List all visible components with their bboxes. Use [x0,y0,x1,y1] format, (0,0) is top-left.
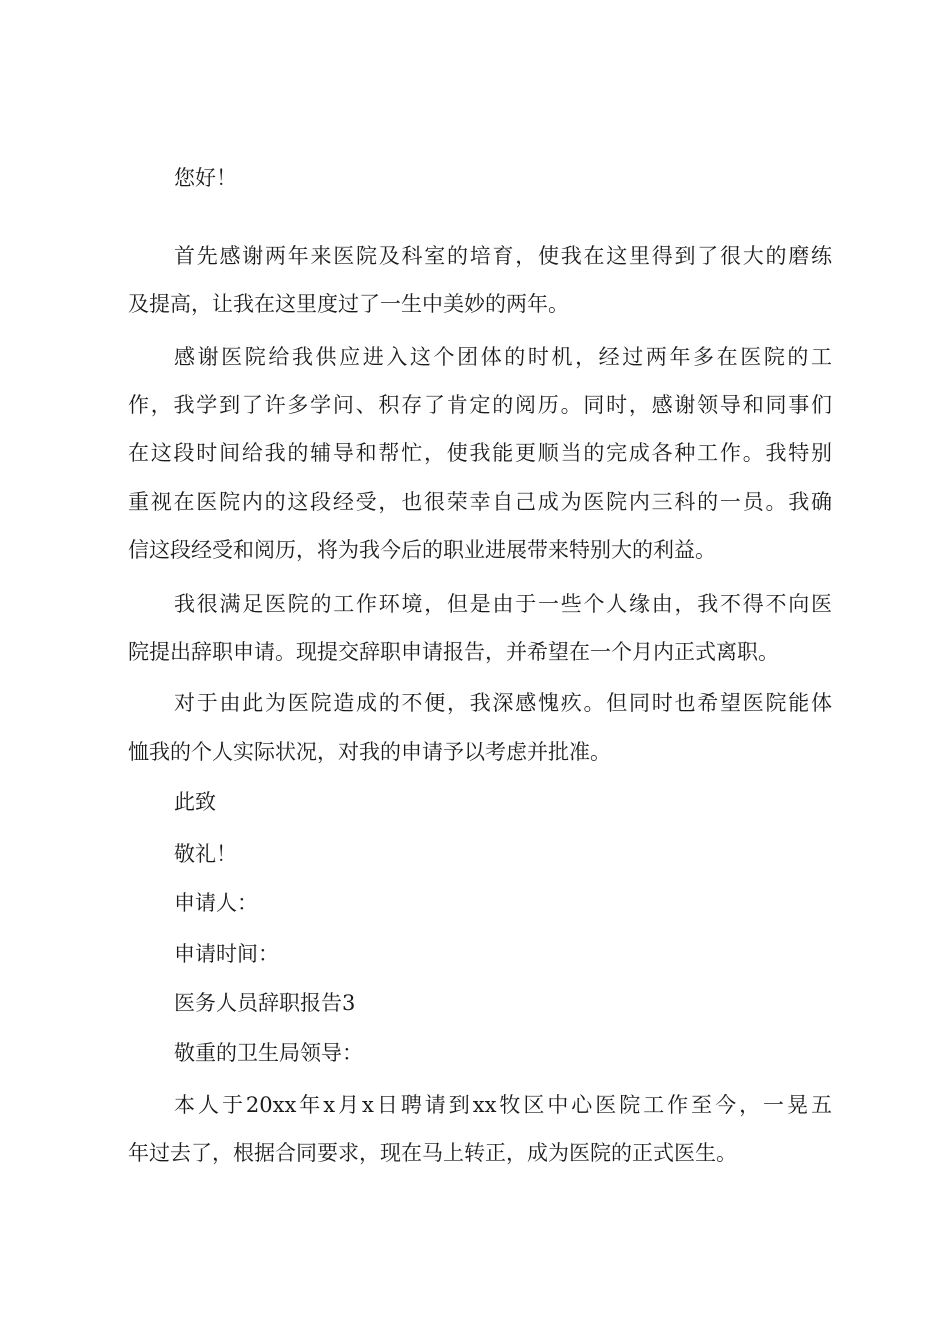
paragraph-4-line-1: 对于由此为医院造成的不便，我深感愧疚。但同时也希望医院能体 [174,691,832,715]
paragraph-2-line-3: 在这段时间给我的辅导和帮忙，使我能更顺当的完成各种工作。我特别 [128,441,832,465]
paragraph-2-line-2: 作，我学到了许多学问、积存了肯定的阅历。同时，感谢领导和同事们 [128,393,832,417]
section-heading: 医务人员辞职报告3 [174,991,356,1015]
paragraph-5-line-1: 本人于20xx年x月x日聘请到xx牧区中心医院工作至今，一晃五 [174,1093,832,1117]
paragraph-1-line-1: 首先感谢两年来医院及科室的培育，使我在这里得到了很大的磨练 [174,244,832,268]
paragraph-1-line-2: 及提高，让我在这里度过了一生中美妙的两年。 [128,292,569,316]
greeting: 您好！ [174,166,237,190]
addressee: 敬重的卫生局领导： [174,1041,363,1065]
paragraph-3-line-1: 我很满足医院的工作环境，但是由于一些个人缘由，我不得不向医 [174,592,832,616]
applicant-label: 申请人： [174,891,258,915]
paragraph-3-line-2: 院提出辞职申请。现提交辞职申请报告，并希望在一个月内正式离职。 [128,640,779,664]
paragraph-4-line-2: 恤我的个人实际状况，对我的申请予以考虑并批准。 [128,740,611,764]
paragraph-2-line-1: 感谢医院给我供应进入这个团体的时机，经过两年多在医院的工 [174,345,832,369]
paragraph-2-line-4: 重视在医院内的这段经受，也很荣幸自己成为医院内三科的一员。我确 [128,490,832,514]
paragraph-2-line-5: 信这段经受和阅历，将为我今后的职业进展带来特别大的利益。 [128,538,716,562]
apply-time-label: 申请时间： [174,942,279,966]
closing-jingli: 敬礼！ [174,842,237,866]
closing-cizhi: 此致 [174,790,216,814]
paragraph-5-line-2: 年过去了，根据合同要求，现在马上转正，成为医院的正式医生。 [128,1141,737,1165]
